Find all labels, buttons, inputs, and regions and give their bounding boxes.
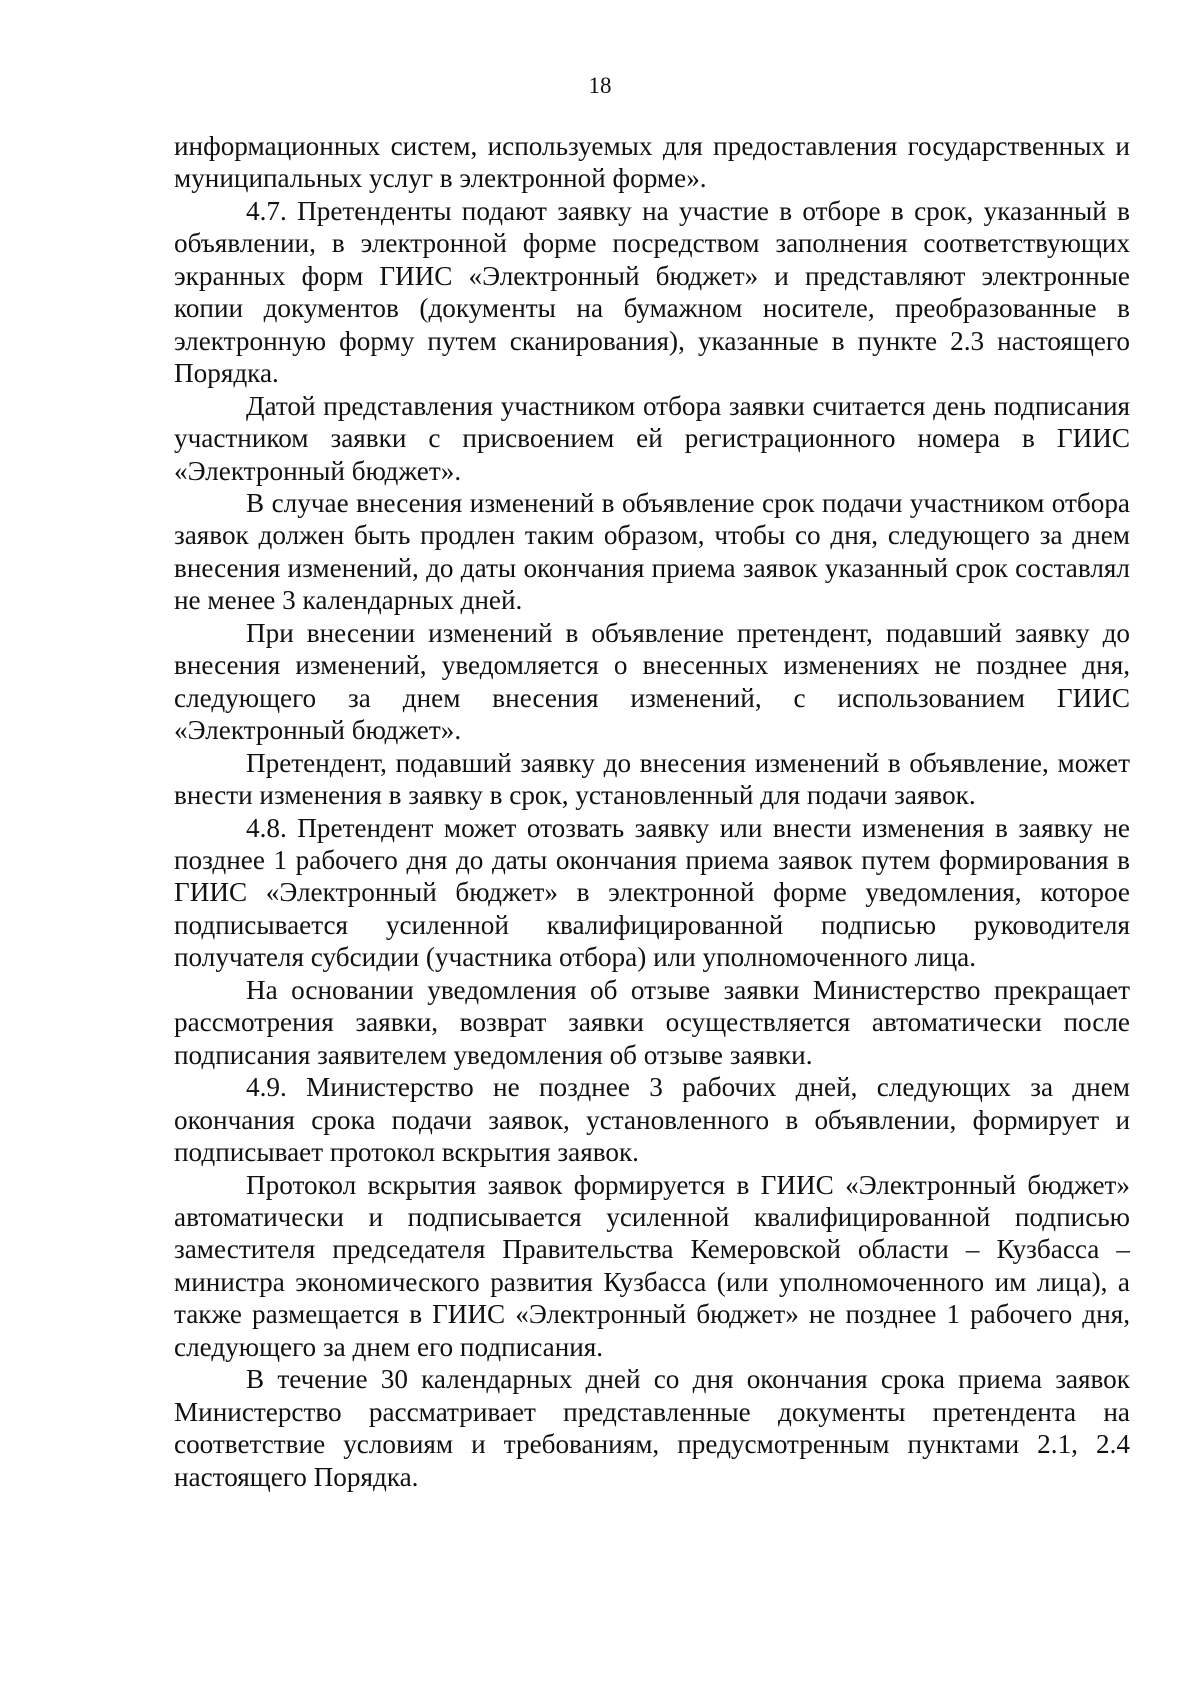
paragraph-11: В течение 30 календарных дней со дня окончания срока приема заявок Министерство рассматривает представленные документы претендента на соответствие условиям и требованиям, предусмотренным пунктами 2.1, 2.4 настоящего Порядка.: [174, 1364, 1130, 1492]
paragraph-8: На основании уведомления об отзыве заявки Министерство прекращает рассмотрения заявки, возврат заявки осуществляется автоматически после подписания заявителем уведомления об отзыве заявки.: [174, 974, 1130, 1070]
paragraph-2: 4.7. Претенденты подают заявку на участие в отборе в срок, указанный в объявлении, в электронной форме посредством заполнения соответствующих экранных форм ГИИС «Электронный бюджет» и представляют электронные копии документов (документы на бумажном носителе, преобразованные в электронную форму путем сканирования), указанные в пункте 2.3 настоящего Порядка.: [174, 195, 1130, 389]
paragraph-6: Претендент, подавший заявку до внесения изменений в объявление, может внести изменения в заявку в срок, установленный для подачи заявок.: [174, 747, 1130, 811]
paragraph-7: 4.8. Претендент может отозвать заявку или внести изменения в заявку не позднее 1 рабочего дня до даты окончания приема заявок путем формирования в ГИИС «Электронный бюджет» в электронной форме уведомления, которое подписывается усиленной квалифицированной подписью руководителя получателя субсидии (участника отбора) или уполномоченного лица.: [174, 812, 1130, 973]
document-body: [174, 130, 1130, 1493]
paragraph-5: При внесении изменений в объявление претендент, подавший заявку до внесения изменений, уведомляется о внесенных изменениях не позднее дня, следующего за днем внесения изменений, с использованием ГИИС «Электронный бюджет».: [174, 617, 1130, 746]
paragraph-10: Протокол вскрытия заявок формируется в ГИИС «Электронный бюджет» автоматически и подписывается усиленной квалифицированной подписью заместителя председателя Правительства Кемеровской области – Кузбасса – министра экономического развития Кузбасса (или уполномоченного им лица), а также размещается в ГИИС «Электронный бюджет» не позднее 1 рабочего дня, следующего за днем его подписания.: [174, 1169, 1130, 1362]
paragraph-1: информационных систем, используемых для предоставления государственных и муниципальных услуг в электронной форме».: [174, 131, 1130, 194]
page-number: 18: [588, 73, 612, 98]
paragraph-4: В случае внесения изменений в объявление срок подачи участником отбора заявок должен быть продлен таким образом, чтобы со дня, следующего за днем внесения изменений, до даты окончания приема заявок указанный срок составлял не менее 3 календарных дней.: [174, 487, 1130, 616]
paragraph-9: 4.9. Министерство не позднее 3 рабочих дней, следующих за днем окончания срока подачи заявок, установленного в объявлении, формирует и подписывает протокол вскрытия заявок.: [174, 1072, 1130, 1168]
paragraph-3: Датой представления участником отбора заявки считается день подписания участником заявки с присвоением ей регистрационного номера в ГИИС «Электронный бюджет».: [174, 390, 1130, 486]
